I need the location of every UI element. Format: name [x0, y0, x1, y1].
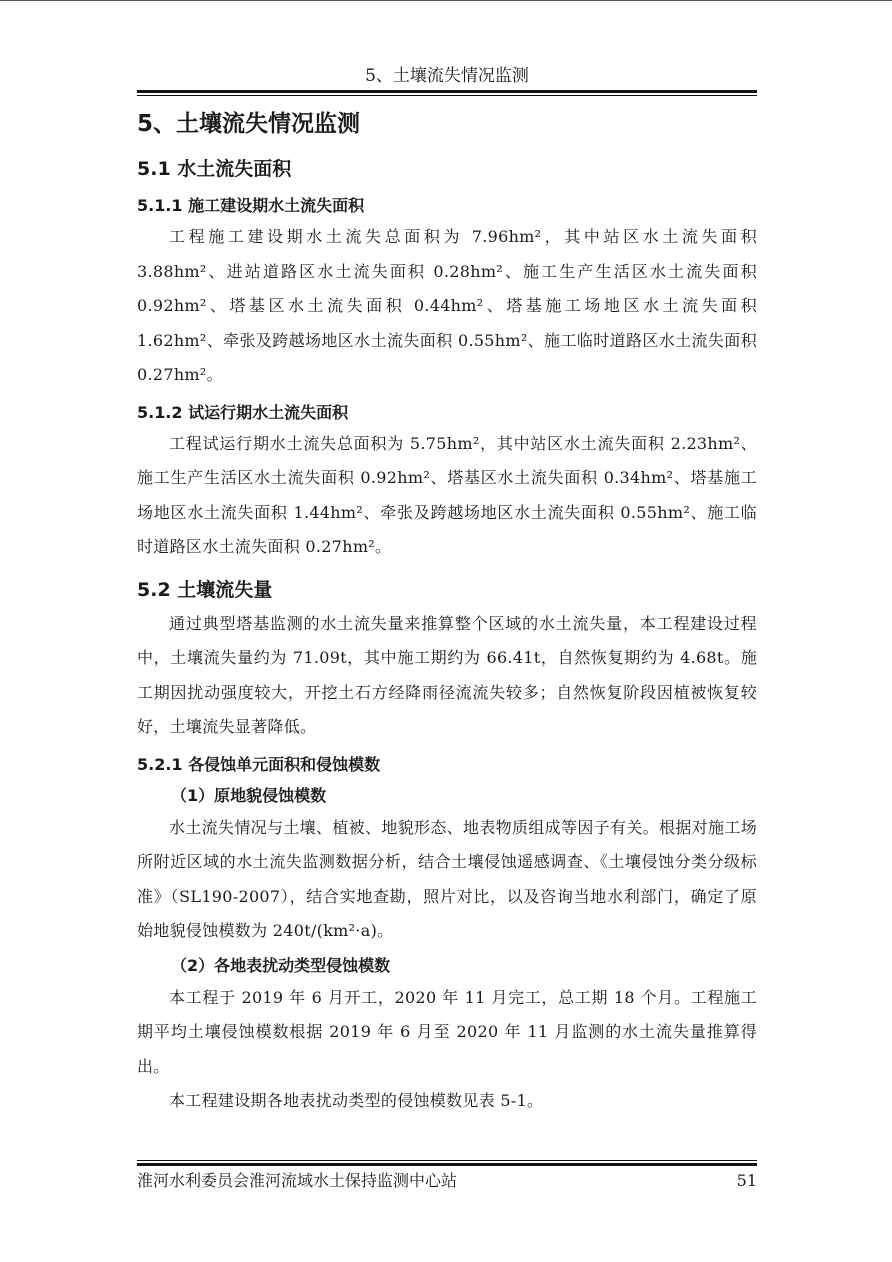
section-5-title: 5、土壤流失情况监测: [137, 111, 361, 137]
page-body: [137, 104, 757, 1119]
section-5-2-paragraph: 通过典型塔基监测的水土流失量来推算整个区域的水土流失量，本工程建设过程中，土壤流失量约为 71.09t，其中施工期约为 66.41t，自然恢复期约为 4.68t。施工期因扰动强度较大，开挖土石方经降雨径流流失较多；自然恢复阶段因植被恢复较好，土壤流失显著降低。: [137, 613, 757, 736]
footer-organization: 淮河水利委员会淮河流域水土保持监测中心站: [137, 1171, 458, 1190]
subsection-1-paragraph: 水土流失情况与土壤、植被、地貌形态、地表物质组成等因子有关。根据对施工场所附近区域的水土流失监测数据分析，结合土壤侵蚀遥感调查、《土壤侵蚀分类分级标准》（SL190-2007），结合实地查勘，照片对比，以及咨询当地水利部门，确定了原始地貌侵蚀模数为 240t/(km²·a)。: [137, 817, 757, 940]
section-5-1-2-title: 5.1.2 试运行期水土流失面积: [137, 402, 349, 422]
subsection-1-title: （1）原地貌侵蚀模数: [171, 785, 327, 805]
running-header: 5、土壤流失情况监测: [365, 66, 529, 86]
top-border: [0, 0, 892, 1]
section-5-2-title: 5.2 土壤流失量: [137, 578, 273, 601]
page-number: 51: [736, 1171, 757, 1190]
section-5-1-1-title: 5.1.1 施工建设期水土流失面积: [137, 196, 365, 215]
footer-rule-thin: [137, 1160, 757, 1161]
subsection-2-title: （2）各地表扰动类型侵蚀模数: [171, 955, 391, 975]
section-5-2-1-title: 5.2.1 各侵蚀单元面积和侵蚀模数: [137, 754, 381, 774]
header-rule-thick: [137, 90, 757, 93]
subsection-2-paragraph-2: 本工程建设期各地表扰动类型的侵蚀模数见表 5-1。: [169, 1091, 544, 1110]
section-5-1-2-paragraph: 工程试运行期水土流失总面积为 5.75hm²，其中站区水土流失面积 2.23hm²、施工生产生活区水土流失面积 0.92hm²、塔基区水土流失面积 0.34hm²、塔基施工场地区水土流失面积 1.44hm²、牵张及跨越场地区水土流失面积 0.55hm²、施工临时道路区水土流失面积 0.27hm²。: [137, 433, 757, 556]
section-5-1-title: 5.1 水土流失面积: [137, 158, 292, 180]
header-rule-thin: [137, 95, 757, 96]
footer-rule-thick: [137, 1163, 757, 1166]
section-5-1-1-paragraph: 工程施工建设期水土流失总面积为 7.96hm²，其中站区水土流失面积 3.88hm²、进站道路区水土流失面积 0.28hm²、施工生产生活区水土流失面积 0.92hm²、塔基区水土流失面积 0.44hm²、塔基施工场地区水土流失面积 1.62hm²、牵张及跨越场地区水土流失面积 0.55hm²、施工临时道路区水土流失面积 0.27hm²。: [137, 227, 757, 384]
subsection-2-paragraph-1: 本工程于 2019 年 6 月开工，2020 年 11 月完工，总工期 18 个月。工程施工期平均土壤侵蚀模数根据 2019 年 6 月至 2020 年 11 月监测的水土流失量推算得出。: [137, 987, 757, 1076]
